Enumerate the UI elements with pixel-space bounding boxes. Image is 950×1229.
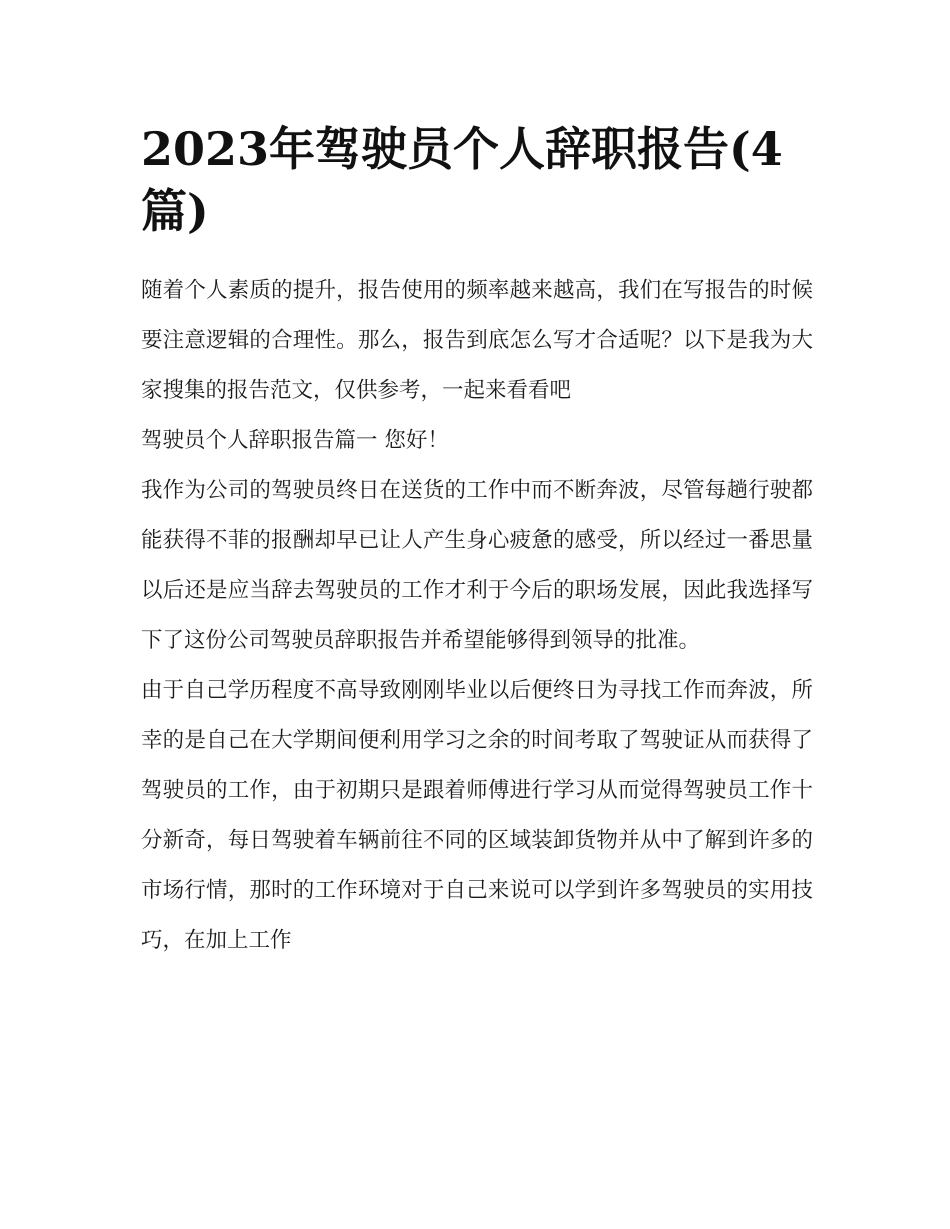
document-content	[141, 118, 813, 966]
body-paragraph: 由于自己学历程度不高导致刚刚毕业以后便终日为寻找工作而奔波，所幸的是自己在大学期间便利用学习之余的时间考取了驾驶证从而获得了驾驶员的工作，由于初期只是跟着师傅进行学习从而觉得驾驶员工作十分新奇，每日驾驶着车辆前往不同的区域装卸货物并从中了解到许多的市场行情，那时的工作环境对于自己来说可以学到许多驾驶员的实用技巧，在加上工作	[141, 678, 813, 953]
section-heading-paragraph: 驾驶员个人辞职报告篇一 您好！	[141, 428, 449, 453]
intro-paragraph: 随着个人素质的提升，报告使用的频率越来越高，我们在写报告的时候要注意逻辑的合理性。那么，报告到底怎么写才合适呢？以下是我为大家搜集的报告范文，仅供参考，一起来看看吧	[141, 278, 813, 403]
document-title: 2023年驾驶员个人辞职报告(4篇)	[141, 122, 783, 238]
body-paragraph: 我作为公司的驾驶员终日在送货的工作中而不断奔波，尽管每趟行驶都能获得不菲的报酬却早已让人产生身心疲惫的感受，所以经过一番思量以后还是应当辞去驾驶员的工作才利于今后的职场发展，因此我选择写下了这份公司驾驶员辞职报告并希望能够得到领导的批准。	[141, 478, 813, 653]
